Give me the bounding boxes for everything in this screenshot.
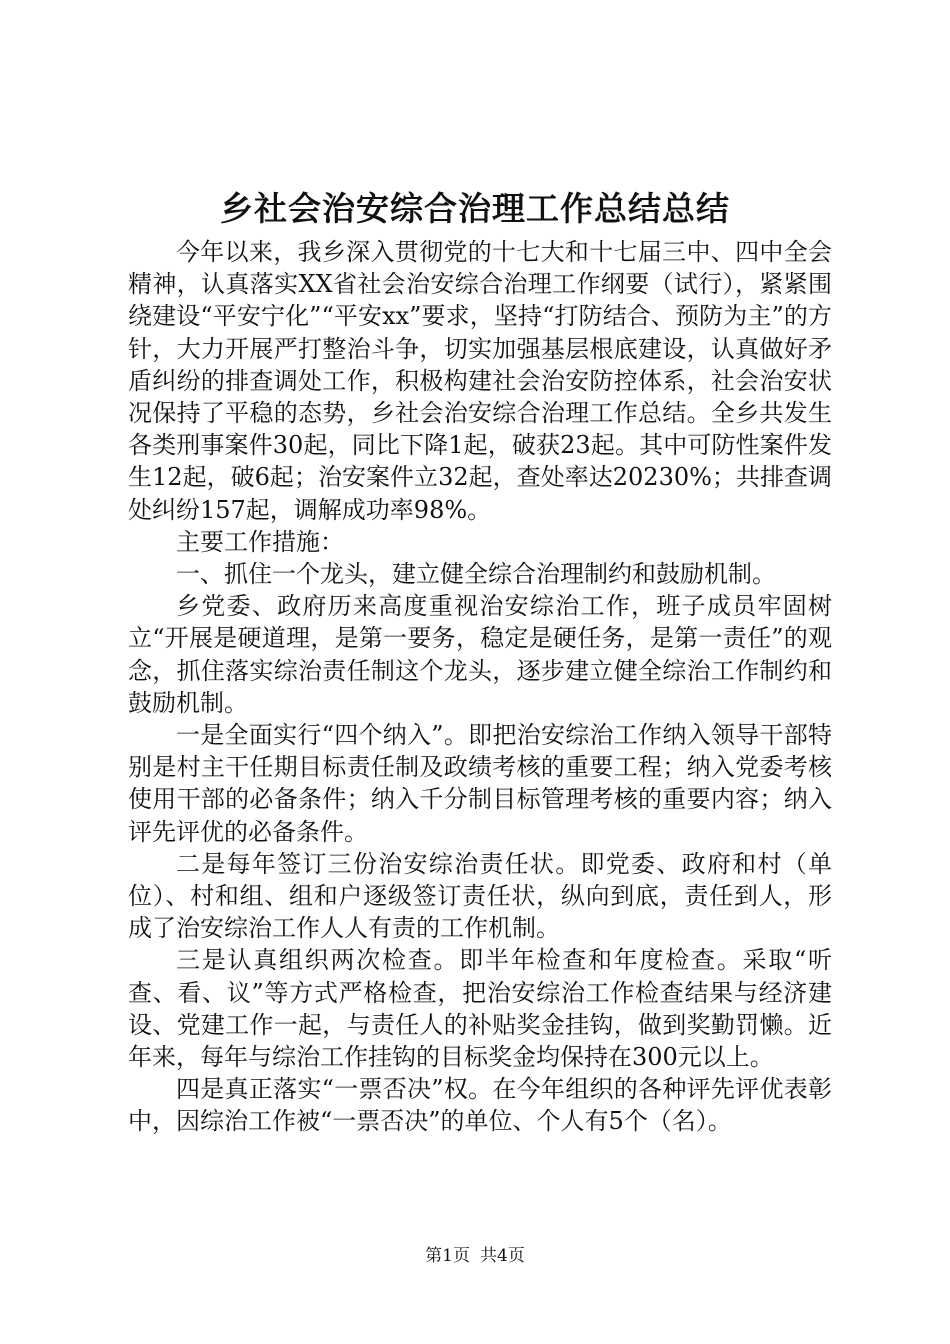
paragraph-item-three: 三是认真组织两次检查。即半年检查和年度检查。采取“听查、看、议”等方式严格检查，把治安综治工作检查结果与经济建设、党建工作一起，与责任人的补贴奖金挂钩，做到奖勤罚懒。近年来，每年与综治工作挂钩的目标奖金均保持在300元以上。	[128, 946, 832, 1072]
page-number-current: 第1页	[425, 1246, 470, 1266]
paragraph-item-two: 二是每年签订三份治安综治责任状。即党委、政府和村（单位）、村和组、组和户逐级签订责任状，纵向到底，责任到人，形成了治安综治工作人人有责的工作机制。	[128, 849, 832, 943]
paragraph-section-one: 一、抓住一个龙头，建立健全综合治理制约和鼓励机制。	[176, 560, 776, 589]
paragraph-item-one: 一是全面实行“四个纳入”。即把治安综治工作纳入领导干部特别是村主干任期目标责任制及政绩考核的重要工程；纳入党委考核使用干部的必备条件；纳入千分制目标管理考核的重要内容；纳入评先评优的必备条件。	[128, 721, 832, 846]
document-title: 乡社会治安综合治理工作总结总结	[220, 189, 730, 228]
page-footer	[0, 1244, 950, 1268]
document-body	[128, 236, 832, 1138]
paragraph-measures-heading: 主要工作措施：	[176, 527, 344, 556]
paragraph-item-four: 四是真正落实“一票否决”权。在今年组织的各种评先评优表彰中，因综治工作被“一票否决”的单位、个人有5个（名）。	[128, 1075, 832, 1136]
page-number-total: 共4页	[480, 1246, 525, 1266]
paragraph-intro: 今年以来，我乡深入贯彻党的十七大和十七届三中、四中全会精神，认真落实XX省社会治安综合治理工作纲要（试行），紧紧围绕建设“平安宁化”“平安xx”要求，坚持“打防结合、预防为主”的方针，大力开展严打整治斗争，切实加强基层根底建设，认真做好矛盾纠纷的排查调处工作，积极构建社会治安防控体系，社会治安状况保持了平稳的态势，乡社会治安综合治理工作总结。全乡共发生各类刑事案件30起，同比下降1起，破获23起。其中可防性案件发生12起，破6起；治安案件立32起，查处率达20230%；共排查调处纠纷157起，调解成功率98%。	[128, 238, 832, 524]
paragraph-party-committee: 乡党委、政府历来高度重视治安综治工作，班子成员牢固树立“开展是硬道理，是第一要务，稳定是硬任务，是第一责任”的观念，抓住落实综治责任制这个龙头，逐步建立健全综治工作制约和鼓励机制。	[128, 592, 832, 717]
